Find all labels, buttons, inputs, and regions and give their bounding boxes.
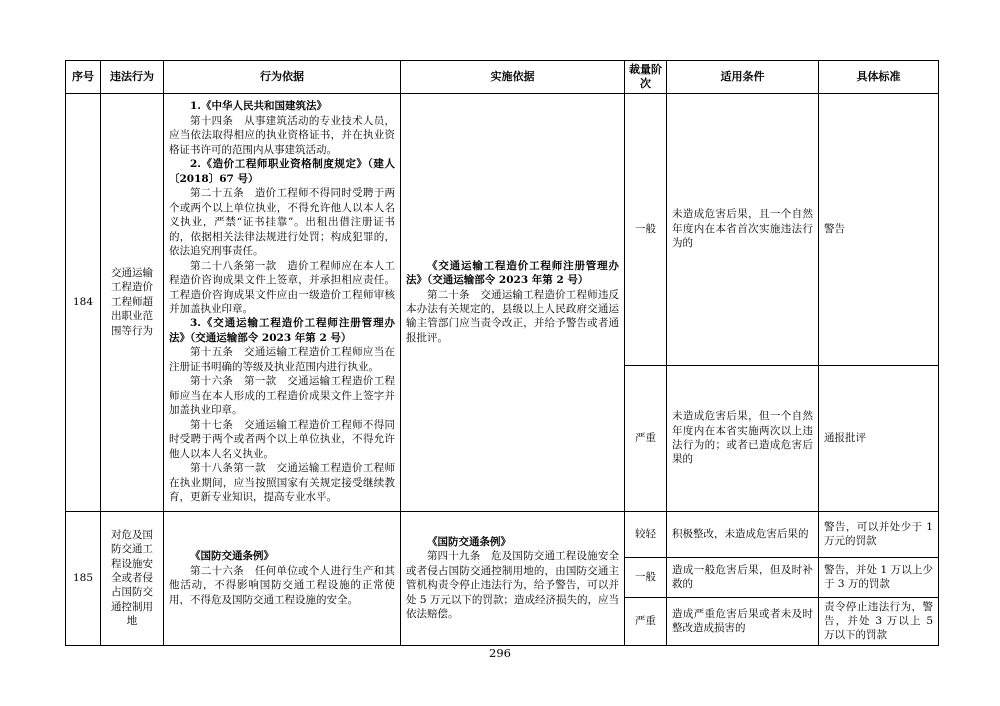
law-heading: 《国防交通条例》 [427, 535, 511, 548]
column-header-applicable-condition: 适用条件 [667, 61, 819, 94]
law-heading: 3.《交通运输工程造价工程师注册管理办法》（交通运输部令 2023 年第 2 号） [169, 317, 395, 344]
discretion-level-cell: 严重 [625, 365, 667, 511]
column-header-violation: 违法行为 [101, 61, 164, 94]
specific-standard-cell: 警告，并处 1 万以上少于 3 万的罚款 [819, 557, 939, 597]
applicable-condition-cell: 积极整改，未造成危害后果的 [667, 511, 819, 557]
violation-cell: 交通运输工程造价工程师超出职业范围等行为 [101, 93, 164, 511]
behavior-basis-cell [164, 93, 401, 511]
page-number: 296 [489, 646, 511, 660]
law-paragraph: 第二十条 交通运输工程造价工程师违反本办法有关规定的，县级以上人民政府交通运输主管部门应当责令改正，并给予警告或者通报批评。 [406, 288, 619, 344]
law-heading: 《交通运输工程造价工程师注册管理办法》（交通运输部令 2023 年第 2 号） [406, 259, 619, 287]
implementation-basis-cell [401, 93, 625, 511]
column-header-serial: 序号 [66, 61, 101, 94]
law-paragraph: 第十六条 第一款 交通运输工程造价工程师应当在本人形成的工程造价成果文件上签字并加盖执业印章。 [169, 375, 395, 417]
law-paragraph: 第二十八条第一款 造价工程师应在本人工程造价咨询成果文件上签章，并承担相应责任。工程造价咨询成果文件应由一级造价工程师审核并加盖执业印章。 [169, 259, 395, 315]
law-paragraph: 第二十五条 造价工程师不得同时受聘于两个或两个以上单位执业，不得允许他人以本人名义执业，严禁“证书挂靠”。出租出借注册证书的，依据相关法律法规进行处罚；构成犯罪的，依法追究刑事责任。 [169, 187, 395, 258]
violation-cell: 对危及国防交通工程设施安全或者侵占国防交通控制用地 [101, 511, 164, 645]
header-row [66, 61, 939, 94]
applicable-condition-cell: 造成严重危害后果或者未及时整改造成损害的 [667, 597, 819, 645]
column-header-discretion-level: 裁量阶次 [625, 61, 667, 94]
specific-standard-cell: 警告 [819, 93, 939, 365]
law-heading: 1.《中华人民共和国建筑法》 [190, 100, 327, 113]
law-paragraph: 第十五条 交通运输工程造价工程师应当在注册证书明确的等级及执业范围内进行执业。 [169, 346, 395, 373]
behavior-basis-cell [164, 511, 401, 645]
specific-standard-cell: 警告，可以并处少于 1 万元的罚款 [819, 511, 939, 557]
law-paragraph: 第十四条 从事建筑活动的专业技术人员，应当依法取得相应的执业资格证书，并在执业资格证书许可的范围内从事建筑活动。 [169, 114, 395, 156]
discretion-level-cell: 一般 [625, 93, 667, 365]
law-paragraph: 第十八条第一款 交通运输工程造价工程师在执业期间，应当按照国家有关规定接受继续教育，更新专业知识，提高专业水平。 [169, 462, 395, 504]
column-header-specific-standard: 具体标准 [819, 61, 939, 94]
specific-standard-cell: 通报批评 [819, 365, 939, 511]
row-id: 184 [66, 93, 101, 511]
law-heading: 2.《造价工程师职业资格制度规定》（建人〔2018〕67 号） [169, 158, 395, 185]
law-paragraph: 第四十九条 危及国防交通工程设施安全或者侵占国防交通控制用地的，由国防交通主管机构责令停止违法行为，给予警告，可以并处 5 万元以下的罚款；造成经济损失的，应当依法赔偿。 [406, 550, 619, 621]
row-id: 185 [66, 511, 101, 645]
implementation-basis-cell [401, 511, 625, 645]
table-row-184-general [66, 93, 939, 365]
column-header-implementation-basis: 实施依据 [401, 61, 625, 94]
applicable-condition-cell: 未造成危害后果，但一个自然年度内在本省实施两次以上违法行为的；或者已造成危害后果的 [667, 365, 819, 511]
penalty-discretion-table [65, 60, 939, 646]
law-paragraph: 第二十六条 任何单位或个人进行生产和其他活动，不得影响国防交通工程设施的正常使用，不得危及国防交通工程设施的安全。 [169, 564, 395, 606]
applicable-condition-cell: 造成一般危害后果，但及时补救的 [667, 557, 819, 597]
specific-standard-cell: 责令停止违法行为，警告，并处 3 万以上 5 万以下的罚款 [819, 597, 939, 645]
law-heading: 《国防交通条例》 [190, 550, 274, 563]
column-header-behavior-basis: 行为依据 [164, 61, 401, 94]
discretion-level-cell: 一般 [625, 557, 667, 597]
law-paragraph: 第十七条 交通运输工程造价工程师不得同时受聘于两个或者两个以上单位执业，不得允许他人以本人名义执业。 [169, 418, 395, 460]
discretion-level-cell: 严重 [625, 597, 667, 645]
discretion-level-cell: 较轻 [625, 511, 667, 557]
applicable-condition-cell: 未造成危害后果，且一个自然年度内在本省首次实施违法行为的 [667, 93, 819, 365]
table-row-185-light [66, 511, 939, 557]
